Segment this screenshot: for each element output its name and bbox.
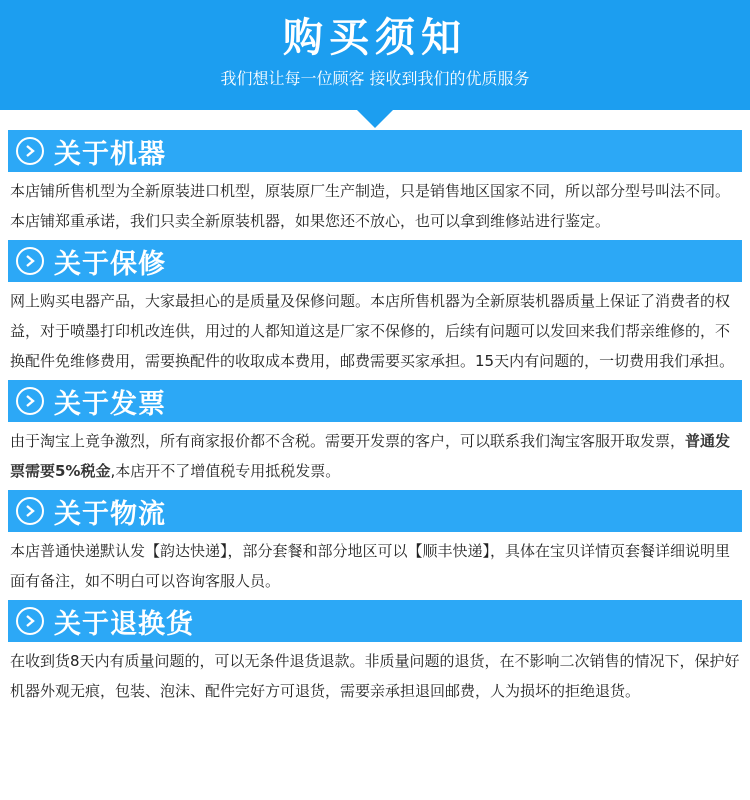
section-invoice — [8, 380, 742, 490]
section-header — [8, 490, 742, 532]
section-title: 关于保修 — [54, 248, 166, 280]
section-text — [10, 426, 740, 490]
invoice-tax-highlight: 普通发票需要5%税金 — [10, 432, 731, 480]
section-header — [8, 240, 742, 282]
chevron-right-icon — [16, 387, 44, 415]
banner-pointer — [357, 110, 393, 128]
section-text: 在收到货8天内有质量问题的，可以无条件退货退款。非质量问题的退货，在不影响二次销售的情况下，保护好机器外观无痕，包装、泡沫、配件完好方可退货，需要亲承担退回邮费，人为损坏的拒绝退货。 — [10, 652, 740, 700]
section-machine — [8, 130, 742, 240]
section-header — [8, 600, 742, 642]
chevron-right-icon — [16, 247, 44, 275]
chevron-right-icon — [16, 137, 44, 165]
section-title: 关于机器 — [54, 138, 166, 170]
section-text: 网上购买电器产品，大家最担心的是质量及保修问题。本店所售机器为全新原装机器质量上保证了消费者的权益，对于喷墨打印机改连供，用过的人都知道这是厂家不保修的，后续有问题可以发回来我们帮亲维修的，不换配件免维修费用，需要换配件的收取成本费用，邮费需要买家承担。15天内有问题的，一切费用我们承担。 — [10, 292, 735, 370]
section-logistics — [8, 490, 742, 600]
section-title: 关于发票 — [54, 388, 166, 420]
page-subtitle: 我们想让每一位顾客 接收到我们的优质服务 — [220, 69, 530, 88]
section-text: 本店铺所售机型为全新原装进口机型，原装原厂生产制造，只是销售地区国家不同，所以部分型号叫法不同。本店铺郑重承诺，我们只卖全新原装机器，如果您还不放心，也可以拿到维修站进行鉴定。 — [10, 182, 731, 230]
section-text: 本店普通快递默认发【韵达快递】，部分套餐和部分地区可以【顺丰快递】，具体在宝贝详情页套餐详细说明里面有备注，如不明白可以咨询客服人员。 — [10, 542, 731, 590]
section-returns — [8, 600, 742, 710]
page-title: 购买须知 — [283, 15, 467, 61]
section-title: 关于退换货 — [54, 608, 194, 640]
section-warranty — [8, 240, 742, 380]
chevron-right-icon — [16, 497, 44, 525]
chevron-right-icon — [16, 607, 44, 635]
section-title: 关于物流 — [54, 498, 166, 530]
invoice-text-before: 由于淘宝上竟争激烈，所有商家报价都不含税。需要开发票的客户，可以联系我们淘宝客服开取发票， — [10, 432, 686, 450]
section-header — [8, 130, 742, 172]
notice-sections — [0, 130, 750, 710]
section-header — [8, 380, 742, 422]
header-banner — [0, 0, 750, 110]
invoice-text-after: ,本店开不了增值税专用抵税发票。 — [110, 462, 341, 480]
